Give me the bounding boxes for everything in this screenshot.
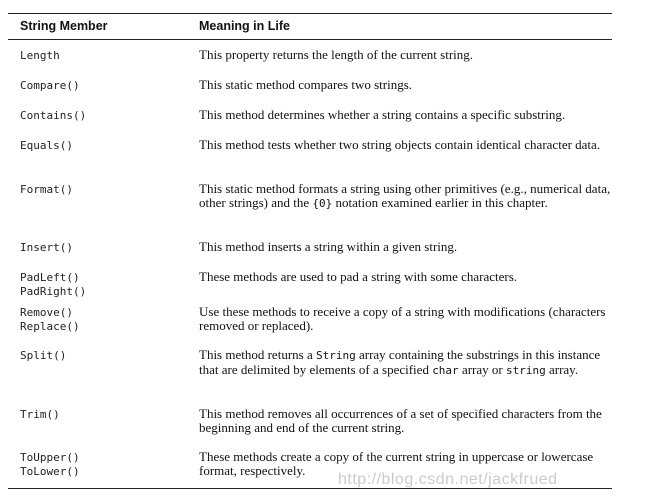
member-meaning bbox=[199, 182, 611, 212]
table-header bbox=[8, 14, 612, 40]
member-name bbox=[20, 183, 73, 197]
member-meaning bbox=[199, 348, 611, 379]
string-members-table bbox=[8, 13, 612, 489]
code-term: char bbox=[432, 364, 459, 378]
meaning-text: This static method compares two strings. bbox=[199, 77, 413, 92]
meaning-text: notation examined earlier in this chapter. bbox=[332, 195, 548, 211]
member-meaning bbox=[199, 78, 611, 92]
code-term: String bbox=[315, 349, 356, 362]
member-meaning bbox=[199, 270, 611, 284]
meaning-text: This method tests whether two string objects contain identical character data. bbox=[199, 137, 601, 152]
code-term: string bbox=[505, 364, 546, 378]
member-name bbox=[20, 49, 60, 63]
meaning-text: These methods are used to pad a string with some characters. bbox=[199, 269, 518, 284]
member-meaning bbox=[199, 48, 611, 62]
member-name-line: Replace() bbox=[20, 320, 80, 333]
member-name bbox=[20, 139, 73, 153]
member-name-line: Remove() bbox=[20, 306, 73, 319]
member-name-line: Length bbox=[20, 49, 60, 62]
member-name bbox=[20, 451, 80, 479]
meaning-text: array containing the substrings in this instance that are delimited by elements of a specified bbox=[199, 347, 601, 378]
member-name-line: Equals() bbox=[20, 139, 73, 152]
member-meaning bbox=[199, 240, 611, 254]
meaning-text: This static method formats a string using other primitives (e.g., numerical data, other strings) and the bbox=[199, 181, 611, 211]
member-name-line: Trim() bbox=[20, 408, 60, 421]
meaning-text: These methods create a copy of the current string in uppercase or lowercase format, respectively. bbox=[199, 449, 594, 479]
member-name bbox=[20, 241, 73, 255]
member-name-line: Contains() bbox=[20, 109, 87, 122]
table-body bbox=[8, 40, 612, 488]
meaning-text: This method removes all occurrences of a set of specified characters from the beginning and end of the current string. bbox=[199, 406, 602, 436]
member-name-line: Split() bbox=[20, 349, 67, 362]
member-name-line: Format() bbox=[20, 183, 73, 196]
member-name-line: PadLeft() bbox=[20, 271, 80, 284]
meaning-text: This method returns a bbox=[199, 347, 316, 362]
member-meaning bbox=[199, 138, 611, 152]
member-name bbox=[20, 306, 80, 334]
watermark: http://blog.csdn.net/jackfrued bbox=[338, 471, 558, 488]
member-name-line: ToLower() bbox=[20, 465, 80, 478]
meaning-text: This method determines whether a string contains a specific substring. bbox=[199, 107, 566, 122]
member-name bbox=[20, 109, 86, 123]
member-name-line: Compare() bbox=[20, 79, 80, 92]
header-string-member: String Member bbox=[20, 19, 108, 33]
code-term: {0} bbox=[312, 197, 333, 211]
member-meaning bbox=[199, 305, 611, 334]
meaning-text: Use these methods to receive a copy of a string with modifications (characters removed or replaced). bbox=[199, 304, 606, 334]
member-meaning bbox=[199, 108, 611, 122]
member-name bbox=[20, 79, 80, 93]
member-name-line: Insert() bbox=[20, 241, 73, 254]
member-meaning bbox=[199, 407, 611, 436]
member-name-line: PadRight() bbox=[20, 285, 87, 298]
header-meaning-in-life: Meaning in Life bbox=[199, 19, 290, 33]
meaning-text: array or bbox=[458, 362, 506, 378]
meaning-text: array. bbox=[545, 362, 579, 378]
member-name bbox=[20, 349, 66, 363]
member-name bbox=[20, 271, 86, 299]
meaning-text: This property returns the length of the current string. bbox=[199, 47, 474, 62]
member-name-line: ToUpper() bbox=[20, 451, 80, 464]
member-name bbox=[20, 408, 60, 422]
meaning-text: This method inserts a string within a given string. bbox=[199, 239, 458, 254]
